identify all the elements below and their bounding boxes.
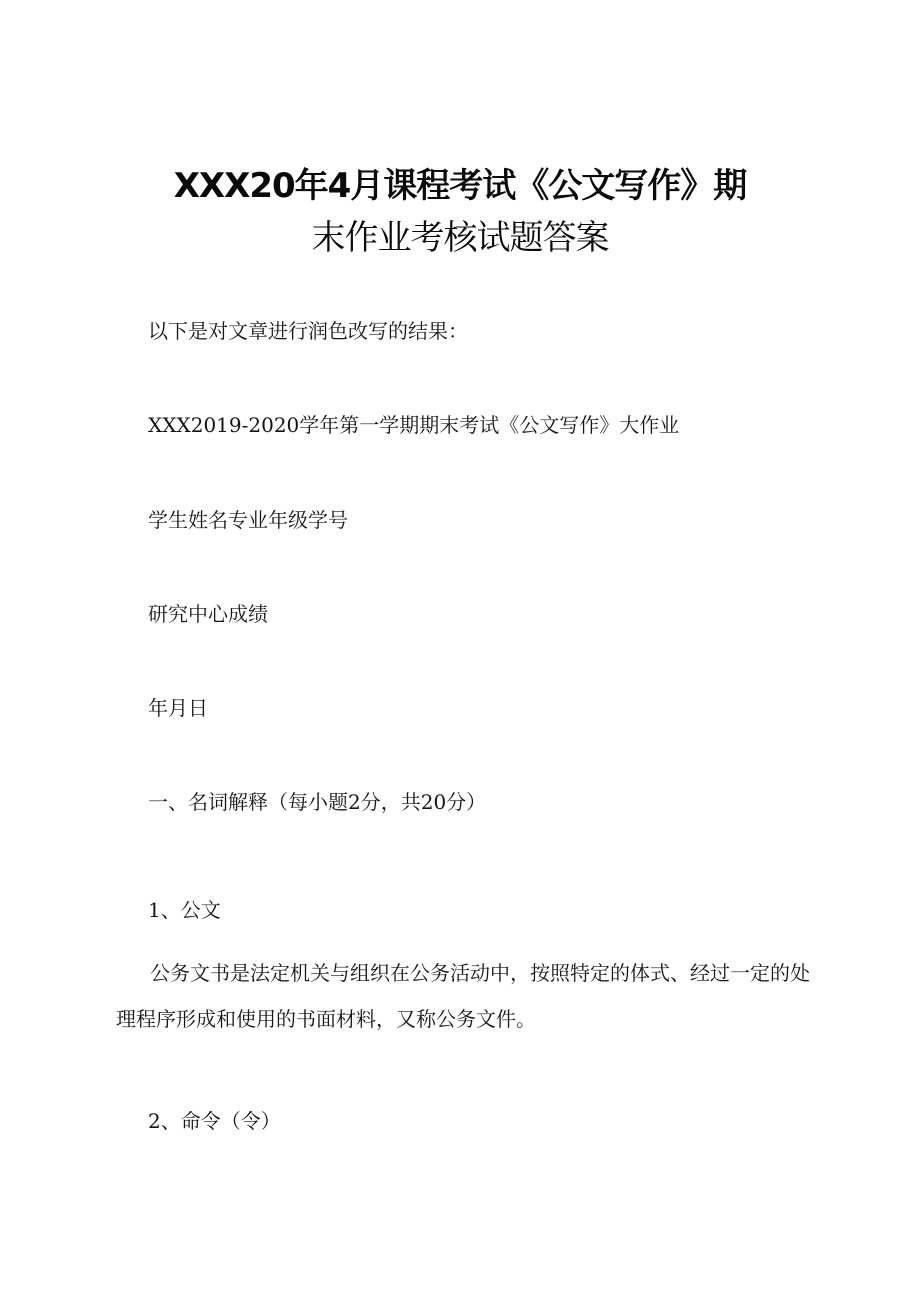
intro-text: 以下是对文章进行润色改写的结果： (148, 319, 468, 343)
section-heading: 一、名词解释（每小题2分，共20分） (148, 790, 487, 814)
document-title-line-1: XXX20年4月课程考试《公文写作》期 (173, 166, 747, 206)
document-title-line-2: 末作业考核试题答案 (311, 218, 609, 258)
center-score-line: 研究中心成绩 (148, 602, 268, 626)
item-1-body: 公务文书是法定机关与组织在公务活动中，按照特定的体式、经过一定的处理程序形成和使用的书面材料，又称公务文件。 (116, 961, 810, 1031)
item-1-heading: 1、公文 (148, 898, 221, 922)
date-line: 年月日 (148, 696, 208, 720)
item-2-heading: 2、命令（令） (148, 1109, 281, 1133)
student-info-line: 学生姓名专业年级学号 (148, 508, 348, 532)
exam-header: XXX2019-2020学年第一学期期末考试《公文写作》大作业 (148, 413, 680, 437)
